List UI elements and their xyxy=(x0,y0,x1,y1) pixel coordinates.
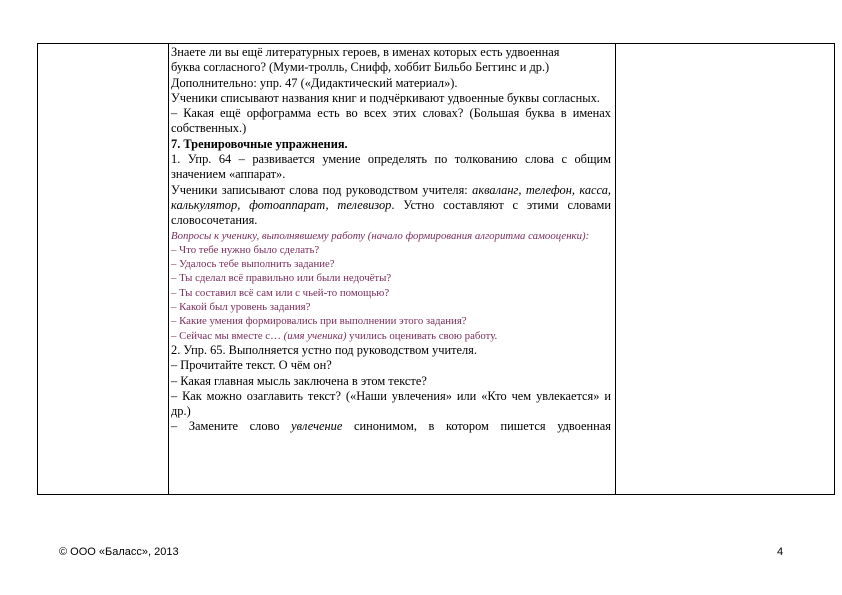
question-item: – Удалось тебе выполнить задание? xyxy=(171,258,335,271)
question-item: – Ты составил всё сам или с чьей-то помощью? xyxy=(171,286,390,299)
question-item: – Ты сделал всё правильно или были недочёты? xyxy=(171,272,392,285)
emphasized-word: увлечение xyxy=(291,419,343,434)
text-span: . Устно составляют с этими словами словосочетания. xyxy=(171,197,611,228)
lesson-content-cell xyxy=(171,45,611,495)
column-divider-left xyxy=(168,44,169,494)
text-paragraph: Ученики списывают названия книг и подчёркивают удвоенные буквы согласных. xyxy=(171,90,600,105)
question-item: – Что тебе нужно было сделать? xyxy=(171,243,320,256)
text-span: – Сейчас мы вместе с… xyxy=(171,329,284,342)
text-line: 2. Упр. 65. Выполняется устно под руководством учителя. xyxy=(171,342,477,357)
text-span: учились оценивать свою работу. xyxy=(346,329,498,342)
section-heading: 7. Тренировочные упражнения. xyxy=(171,136,348,151)
text-line: буква согласного? (Муми-тролль, Снифф, хоббит Бильбо Беггинс и др.) xyxy=(171,60,550,75)
word-list: акваланг, телефон, касса, калькулятор, фотоаппарат, телевизор xyxy=(171,182,611,212)
text-paragraph: – Какая ещё орфограмма есть во всех этих словах? (Большая буква в именах собственных.) xyxy=(171,106,611,136)
text-span: синонимом, в котором пишется удвоенная xyxy=(342,419,611,434)
question-item: – Какой был уровень задания? xyxy=(171,301,311,314)
text-line: – Прочитайте текст. О чём он? xyxy=(171,358,332,373)
text-paragraph: – Как можно озаглавить текст? («Наши увлечения» или «Кто чем увлекается» и др.) xyxy=(171,388,611,419)
copyright-footer: © ООО «Баласс», 2013 xyxy=(59,546,179,558)
question-item xyxy=(171,329,611,343)
page-number: 4 xyxy=(777,546,784,558)
lesson-table xyxy=(37,43,835,495)
text-line: – Какая главная мысль заключена в этом тексте? xyxy=(171,373,427,388)
student-name-placeholder: (имя ученика) xyxy=(283,329,347,342)
text-line: Дополнительно: упр. 47 («Дидактический материал»). xyxy=(171,75,458,90)
text-paragraph: 1. Упр. 64 – развивается умение определять по толкованию слова с общим значением «аппарат». xyxy=(171,152,611,182)
text-span: – Замените слово xyxy=(171,419,292,434)
text-line: Знаете ли вы ещё литературных героев, в именах которых есть удвоенная xyxy=(171,45,560,59)
questions-intro: Вопросы к ученику, выполнявшему работу (начало формирования алгоритма самооценки): xyxy=(171,229,590,242)
text-paragraph xyxy=(171,183,611,229)
question-item: – Какие умения формировались при выполнении этого задания? xyxy=(171,315,467,328)
text-line xyxy=(171,419,611,434)
column-divider-right xyxy=(615,44,616,494)
text-span: Ученики записывают слова под руководством учителя: xyxy=(171,182,473,197)
